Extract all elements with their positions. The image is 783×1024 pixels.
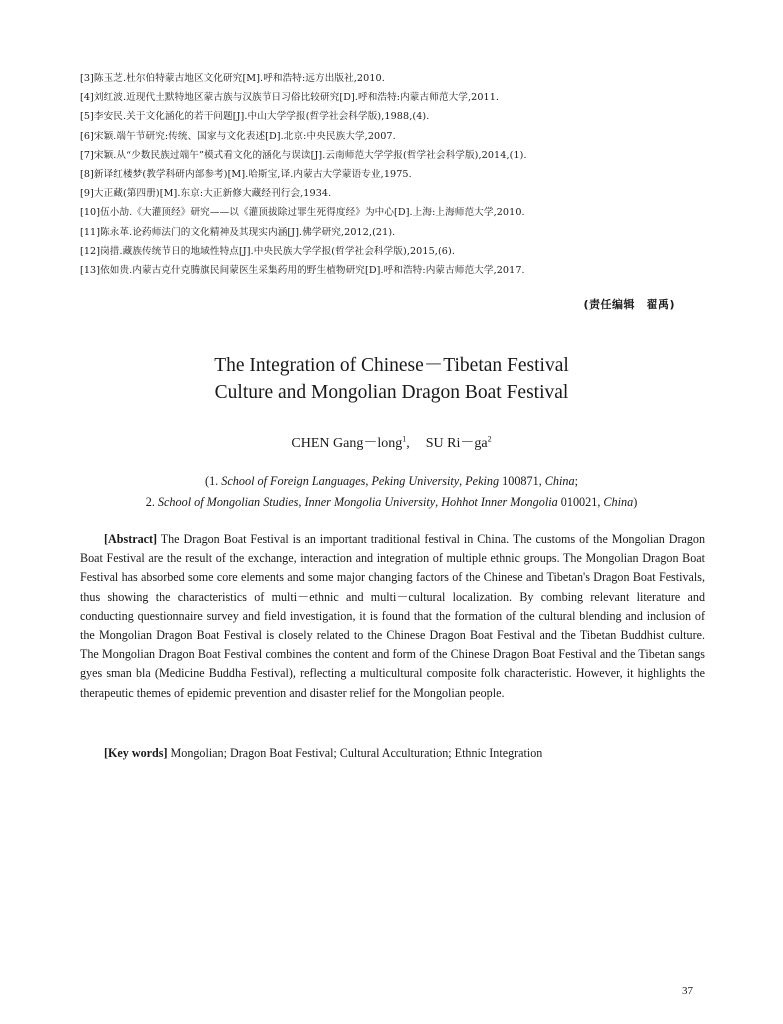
reference-item: [12]岗措.藏族传统节日的地域性特点[J].中央民族大学学报(哲学社会科学版),2015,(6). <box>80 245 455 257</box>
author-separator: , <box>406 436 410 451</box>
title-line: The Integration of Chinese－Tibetan Festival <box>214 355 569 376</box>
paper-title <box>0 352 783 406</box>
affil-zip: 100871, <box>502 474 542 488</box>
author-name: CHEN Gang－long <box>291 436 403 451</box>
reference-item: [4]刘红波.近现代土默特地区蒙古族与汉族节日习俗比较研究[D].呼和浩特:内蒙古师范大学,2011. <box>80 92 500 104</box>
affil-university: Peking University <box>371 474 460 488</box>
abstract-label: [Abstract] <box>104 532 158 546</box>
title-line: Culture and Mongolian Dragon Boat Festival <box>214 382 569 403</box>
affil-open: (1. <box>205 474 219 488</box>
affiliation-line: (1. School of Foreign Languages, Peking University, Peking 100871, China; <box>205 474 578 488</box>
affil-country: China <box>544 474 575 488</box>
reference-item: [3]陈玉芝.杜尔伯特蒙古地区文化研究[M].呼和浩特:远方出版社,2010. <box>80 73 385 84</box>
abstract-text: The Dragon Boat Festival is an important traditional festival in China. The customs of the Mongolian Dragon Boat Festival are the result of the exchange, interaction and integration of multiple ethnic groups. The Mongolian Dragon Boat Festival has absorbed some core elements and some major changing factors of the Chinese and Tibetan's Dragon Boat Festivals, thus showing the characteristics of multi－ethnic and multi－cultural localization. By combing relevant literature and conducting questionnaire survey and field investigation, it is found that the formation of the cultural blending and inclusion of the Mongolian Dragon Boat Festival is closely related to the Chinese Dragon Boat Festival and the Tibetan Buddhist culture. The Mongolian Dragon Boat Festival combines the content and form of the Chinese Dragon Boat Festival and the Tibetan sangs gyes sman bla (Medicine Buddha Festival), reflecting a multicultural composite folk characteristic. However, it highlights the therapeutic themes of epidemic prevention and disaster relief for the Mongolian people. <box>80 532 705 700</box>
reference-item: [10]伍小劼.《大灌顶经》研究——以《灌顶拔除过罪生死得度经》为中心[D].上海:上海师范大学,2010. <box>80 207 525 219</box>
affiliation-line: 2. School of Mongolian Studies, Inner Mongolia University, Hohhot Inner Mongolia 010021, China) <box>145 495 638 509</box>
affil-country: China <box>603 495 634 509</box>
affil-number: 2. <box>145 495 155 509</box>
affiliations <box>0 471 783 513</box>
affiliation-marker: 1 <box>402 434 407 444</box>
affil-zip: 010021, <box>560 495 601 509</box>
author-name: SU Ri－ga <box>425 436 488 451</box>
keywords-label: [Key words] <box>104 746 168 760</box>
affiliation-marker: 2 <box>487 434 492 444</box>
reference-item: [6]宋颖.端午节研究:传统、国家与文化表述[D].北京:中央民族大学,2007. <box>80 130 396 142</box>
affil-university: Inner Mongolia University <box>304 495 436 509</box>
reference-item: [8]新译红楼梦(教学科研内部参考)[M].哈斯宝,译.内蒙古大学蒙语专业,1975. <box>80 169 412 181</box>
abstract-paragraph <box>80 530 705 703</box>
reference-item: [13]依如贵.内蒙古克什克腾旗民间蒙医生采集药用的野生植物研究[D].呼和浩特:内蒙古师范大学,2017. <box>80 265 525 277</box>
reference-item: [11]陈永革.论药师法门的文化精神及其现实内涵[J].佛学研究,2012,(21). <box>80 226 396 238</box>
affil-school: School of Mongolian Studies <box>157 495 299 509</box>
reference-item: [7]宋颖.从“少数民族过端午”模式看文化的涵化与误读[J].云南师范大学学报(哲学社会科学版),2014,(1). <box>80 149 527 161</box>
responsible-editor: (责任编辑 翟禹) <box>583 298 675 311</box>
keywords-text: Mongolian; Dragon Boat Festival; Cultural Acculturation; Ethnic Integration <box>170 746 543 760</box>
affil-end: ; <box>574 474 578 488</box>
page-number: 37 <box>682 985 693 997</box>
affil-close: ) <box>633 495 638 509</box>
keywords-paragraph <box>80 744 705 763</box>
affil-school: School of Foreign Languages <box>221 474 366 488</box>
reference-list <box>80 69 710 280</box>
author-line <box>0 432 783 452</box>
reference-item: [5]李安民.关于文化涵化的若干问题[J].中山大学学报(哲学社会科学版),1988,(4). <box>80 111 430 123</box>
affil-city: Peking <box>465 474 500 488</box>
reference-item: [9]大正藏(第四册)[M].东京:大正新修大藏经刊行会,1934. <box>80 188 332 200</box>
affil-city: Hohhot Inner Mongolia <box>441 495 558 509</box>
